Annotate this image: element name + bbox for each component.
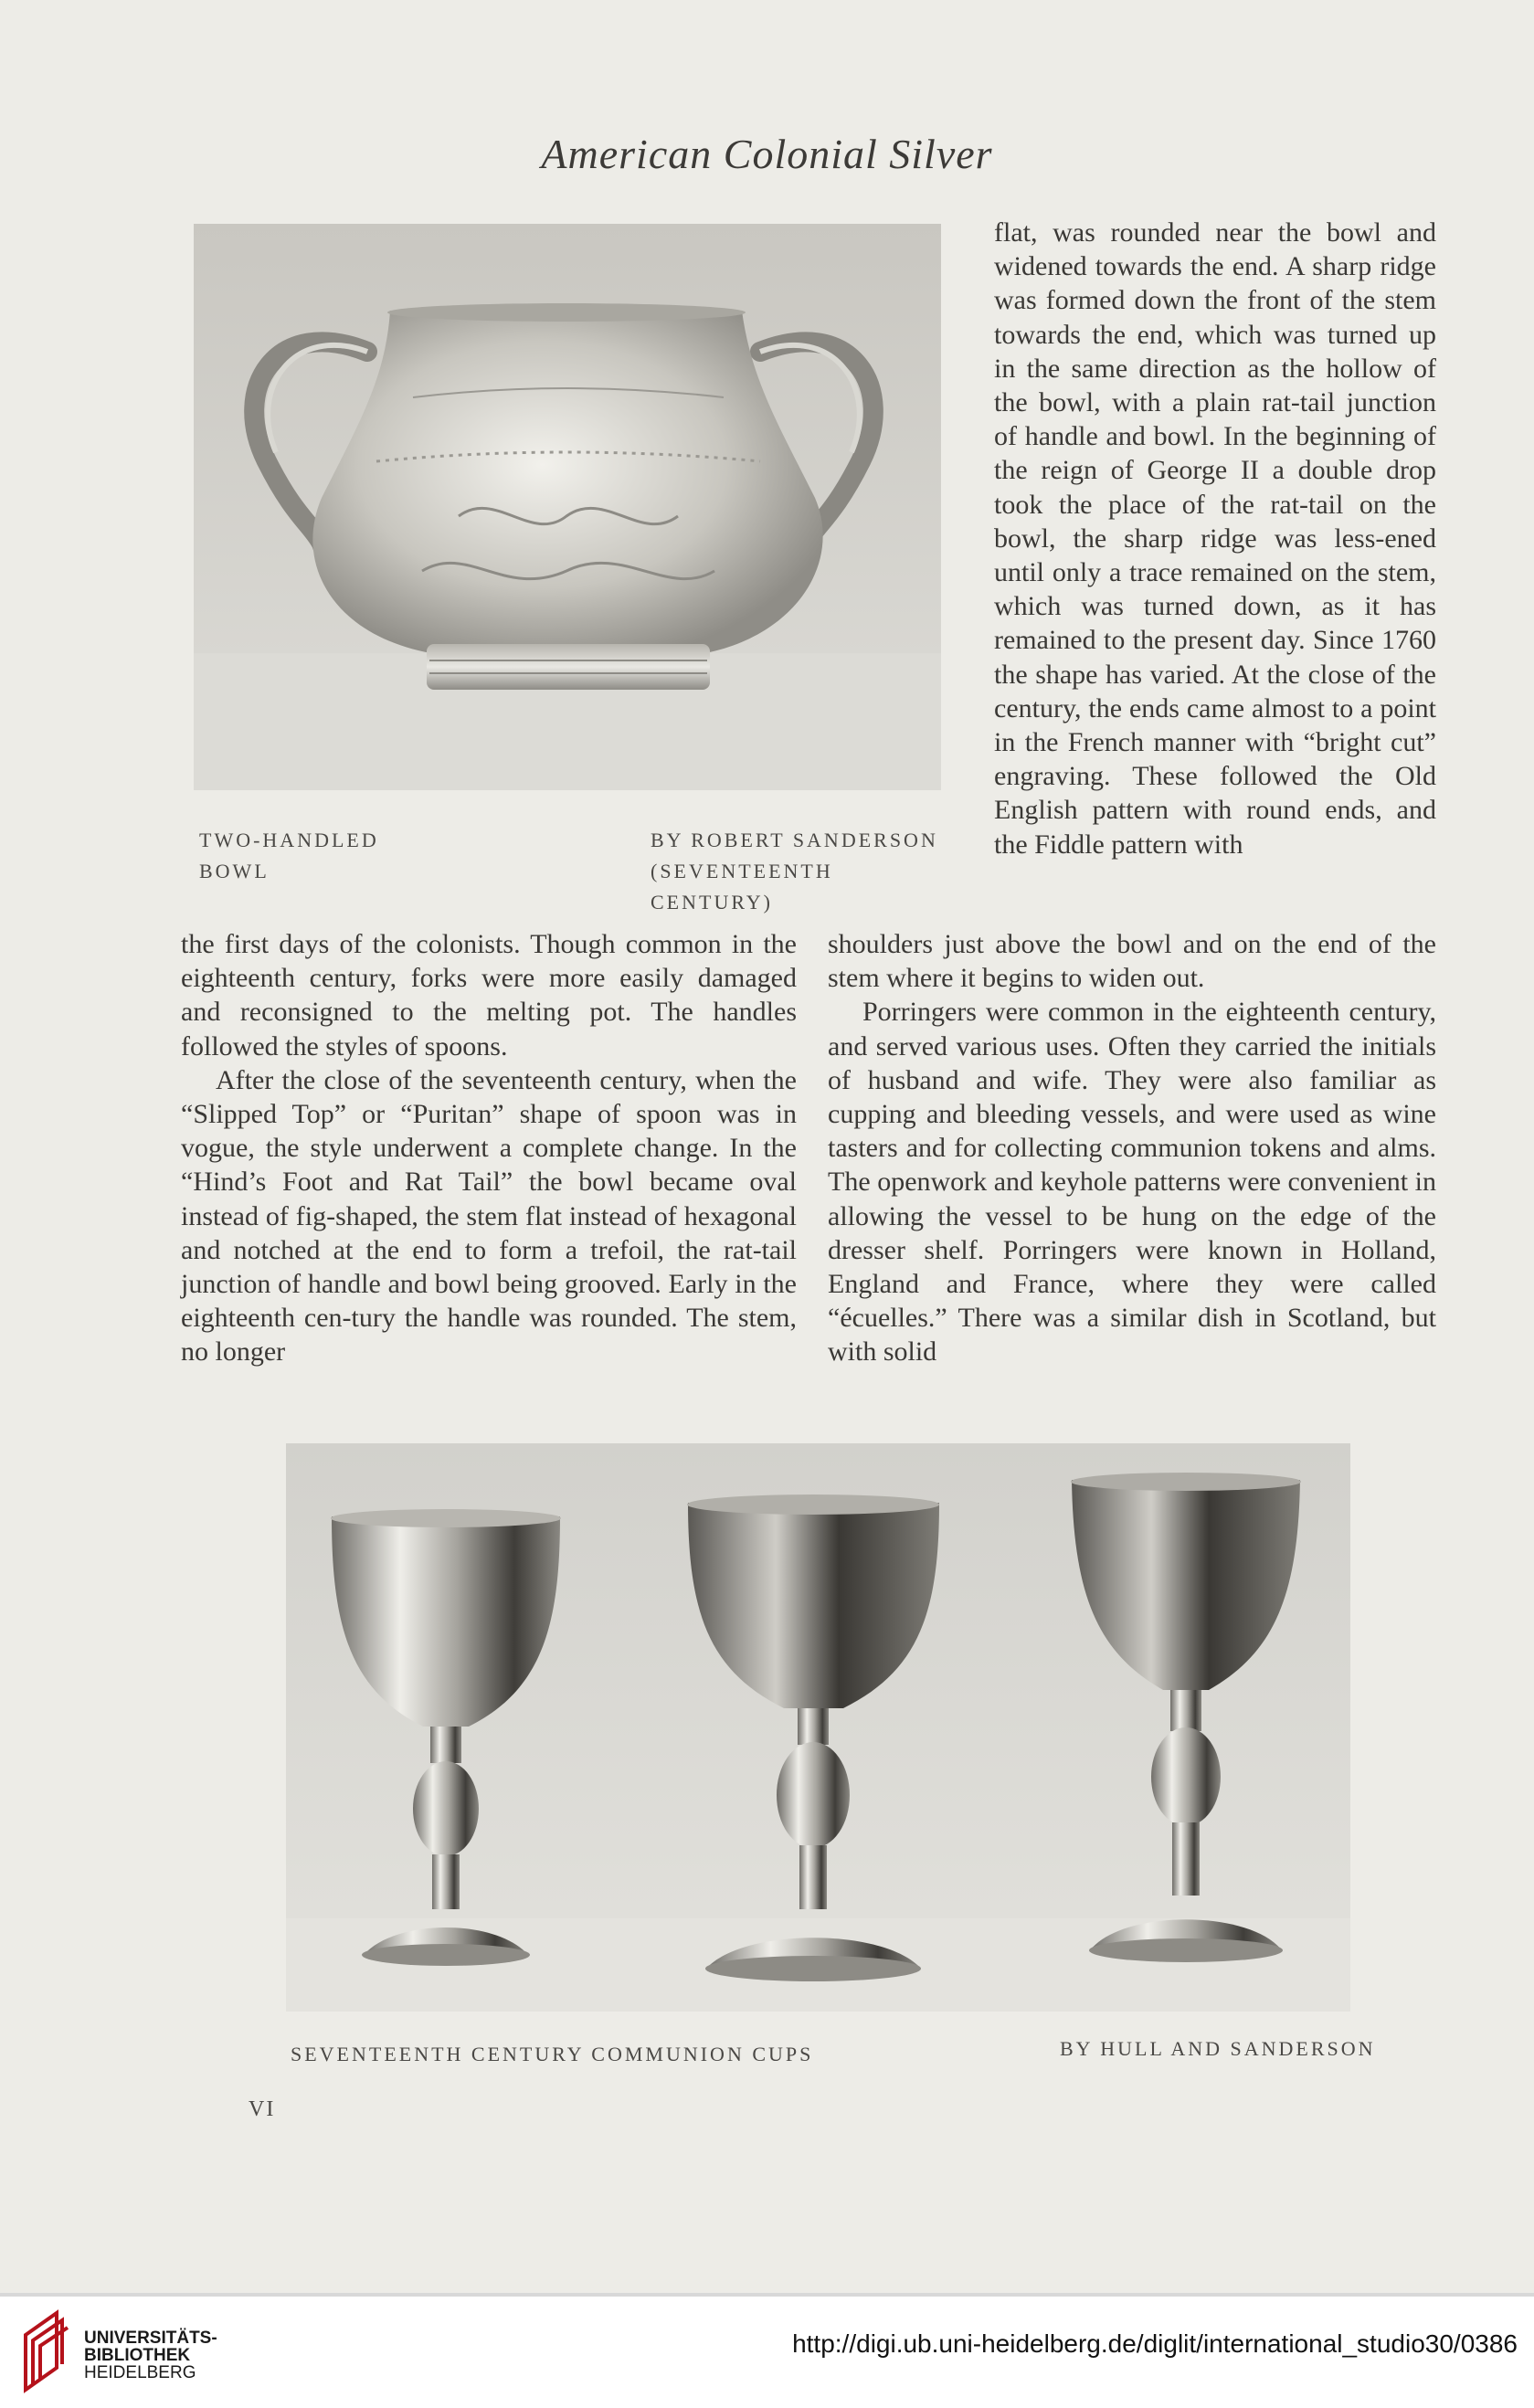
bowl-caption-credit-line1: BY ROBERT SANDERSON [651, 829, 938, 851]
university-library-logo-icon[interactable] [20, 2308, 71, 2395]
library-name-line1: UNIVERSITÄTS- [84, 2329, 217, 2348]
footer-divider [0, 2293, 1534, 2297]
paragraph: flat, was rounded near the bowl and widened towards the end. A sharp ridge was formed down the front of the stem towards the end, which was turned up in the same direction as the hollow of the bowl, with a plain rat-tail junction of handle and bowl. In the beginning of the reign of George II a double drop took the place of the rat-tail on the bowl, the sharp ridge was less-ened until only a trace remained on the stem, which was turned down, as it has remained to the present day. Since 1760 the shape has varied. At the close of the century, the ends came almost to a point in the French manner with “bright cut” engraving. These followed the Old English pattern with round ends, and the Fiddle pattern with [994, 217, 1436, 860]
text-column-right [828, 927, 1436, 1369]
communion-cups-photograph [286, 1443, 1350, 2012]
page-number: VI [249, 2097, 276, 2121]
library-name [84, 2329, 217, 2382]
bowl-caption-title [199, 825, 418, 887]
paragraph: the first days of the colonists. Though common in the eighteenth century, forks were more easily damaged and reconsigned to the melting pot. The handles followed the styles of spoons. [181, 929, 797, 1061]
library-footer [0, 2293, 1534, 2408]
library-name-line3: HEIDELBERG [84, 2363, 196, 2382]
cups-caption-title: SEVENTEENTH CENTURY COMMUNION CUPS [291, 2043, 814, 2065]
paragraph: After the close of the seventeenth century, when the “Slipped Top” or “Puritan” shape of spoon was in vogue, the style underwent a complete change. In the “Hind’s Foot and Rat Tail” the bowl became oval instead of fig-shaped, the stem flat instead of hexagonal and notched at the end to form a trefoil, the rat-tail junction of handle and bowl being grooved. Early in the eighteenth cen-tury the handle was rounded. The stem, no longer [181, 1064, 797, 1368]
library-name-line2: BIBLIOTHEK [84, 2346, 191, 2365]
bowl-caption-title-line1: TWO-HANDLED [199, 829, 379, 851]
paragraph: Porringers were common in the eighteenth century, and served various uses. Often they carried the initials of husband and wife. They were also familiar as cupping and bleeding vessels, and were used as wine tasters and for collecting communion tokens and alms. The openwork and keyhole patterns were convenient in allowing the vessel to be hung on the edge of the dresser shelf. Porringers were known in Holland, England and France, where they were called “écuelles.” There was a similar dish in Scotland, but with solid [828, 997, 1436, 1368]
bowl-illustration [194, 224, 941, 790]
bowl-caption-title-line2: BOWL [199, 860, 270, 882]
running-title: American Colonial Silver [541, 131, 993, 177]
bowl-photograph [194, 224, 941, 790]
source-url-link[interactable]: http://digi.ub.uni-heidelberg.de/diglit/international_studio30/0386 [792, 2329, 1518, 2358]
paragraph: shoulders just above the bowl and on the end of the stem where it begins to widen out. [828, 929, 1436, 994]
bowl-caption-credit [651, 825, 952, 918]
text-column-left [181, 927, 797, 1369]
bowl-caption-credit-line2: (SEVENTEENTH CENTURY) [651, 860, 833, 914]
cups-caption-credit: BY HULL AND SANDERSON [1060, 2037, 1376, 2060]
text-column-right-top [994, 216, 1436, 861]
communion-cups-illustration [286, 1443, 1350, 2012]
